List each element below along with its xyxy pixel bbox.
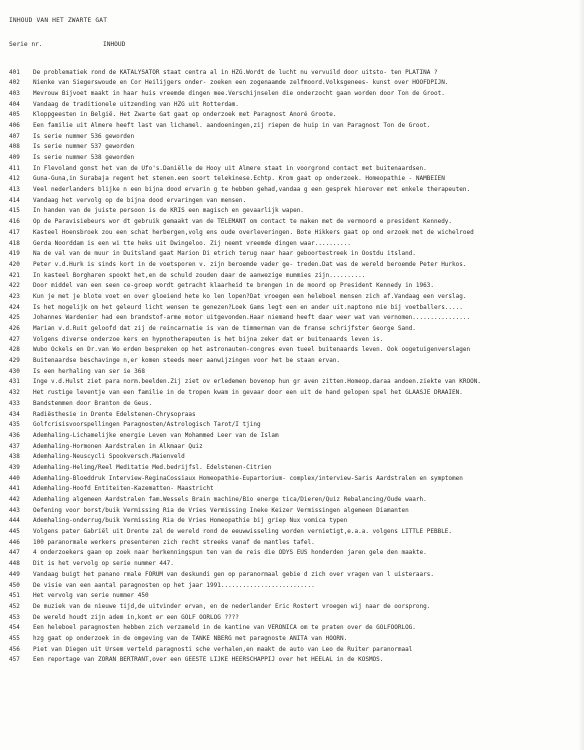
serie-number: 449 xyxy=(9,570,20,578)
entry-description: Vandaag buigt het panano rmale FORUM van deskundi gen op paranormaal gebie d zich over vragen van l uisteraars. xyxy=(33,570,434,578)
list-item xyxy=(0,377,584,388)
entry-description: In kasteel Borgharen spookt het,en de schuld zouden daar de aanwezige mummies zijn.......... xyxy=(33,271,366,279)
serie-number: 424 xyxy=(9,303,20,311)
list-item xyxy=(0,516,584,527)
list-item xyxy=(0,367,584,378)
entry-description: Ademhaling-onderrug/buik Vermissing Ria de Vries Homeopathie bij griep Nux vomica typen xyxy=(33,517,348,525)
serie-number: 416 xyxy=(9,218,20,226)
serie-number: 427 xyxy=(9,335,20,343)
serie-number: 441 xyxy=(9,485,20,493)
entry-description: Een familie uit Almere heeft last van lichamel. aandoeningen,zij riepen de huip in van Paragnost Ton de Groot. xyxy=(33,121,431,129)
list-item xyxy=(0,239,584,250)
entry-list xyxy=(0,68,584,667)
list-item xyxy=(0,217,584,228)
entry-description: Gerda Noorddam is een wi tte heks uit Dwingeloo. Zij neemt vreemde dingen waar.......... xyxy=(33,239,351,247)
column-header-serie: Serie nr. xyxy=(9,41,43,48)
serie-number: 445 xyxy=(9,528,20,536)
column-header-inhoud: INHOUD xyxy=(103,41,126,48)
list-item xyxy=(0,260,584,271)
entry-description: Buitenaardse beschavinge n,er komen steeds meer aanwijzingen voor het be staan ervan. xyxy=(33,357,341,365)
entry-description: Dit is het vervolg op serie nummer 447. xyxy=(33,560,174,568)
list-item xyxy=(0,559,584,570)
serie-number: 422 xyxy=(9,282,20,290)
entry-description: Kloppgeesten in België. Het Zwarte Gat gaat op onderzoek met Paragnost Anoré Groote. xyxy=(33,111,337,119)
scan-edge-shadow xyxy=(578,0,584,750)
serie-number: 428 xyxy=(9,346,20,354)
serie-number: 439 xyxy=(9,463,20,471)
list-item xyxy=(0,602,584,613)
entry-description: In Flevoland gonst het van de Ufo's.Daniëlle de Hooy uit Almere staat in voorgrond contact met buitenaardsen. xyxy=(33,164,427,172)
serie-number: 405 xyxy=(9,111,20,119)
entry-description: Na de val van de muur in Duitsland gaat Marion Di etrich terug naar haar geboortestreek in Oostdu itsland. xyxy=(33,250,416,258)
serie-number: 404 xyxy=(9,100,20,108)
list-item xyxy=(0,335,584,346)
list-item xyxy=(0,345,584,356)
entry-description: De problematiek rond de KATALYSATOR staat centra al in HZG.Wordt de lucht nu vervuild door uitsto- ten PLATINA ? xyxy=(33,68,438,76)
serie-number: 430 xyxy=(9,367,20,375)
list-item xyxy=(0,410,584,421)
serie-number: 407 xyxy=(9,132,20,140)
serie-number: 406 xyxy=(9,121,20,129)
list-item xyxy=(0,463,584,474)
serie-number: 423 xyxy=(9,292,20,300)
entry-description: Kun je met je blote voet en over gloeiend hete ko len lopen?Dat vroegen een heleboel mensen zich af.Vandaag een verslag. xyxy=(33,292,467,300)
list-item xyxy=(0,292,584,303)
entry-description: Is een herhaling van ser ie 368 xyxy=(33,367,145,375)
list-item xyxy=(0,613,584,624)
serie-number: 442 xyxy=(9,496,20,503)
serie-number: 420 xyxy=(9,260,20,268)
list-item xyxy=(0,132,584,143)
entry-description: Johannes Wardenier had een brandstof-arme motor uitgevonden.Haar niemand heeft daar weer wat van vernomen................ xyxy=(33,314,471,322)
entry-description: Ademhaling algemeen Aardstralen fam.Wessels Brain machine/Bio energe tica/Dieren/Quiz Rebalancing/Oude waarh. xyxy=(33,496,427,503)
entry-description: Veel nederlanders blijke n een bijna dood ervarin g te hebben gehad,vandaa g een gesprek hierover met enkele therapeuten. xyxy=(33,186,471,194)
list-item xyxy=(0,452,584,463)
serie-number: 415 xyxy=(9,207,20,215)
serie-number: 438 xyxy=(9,453,20,461)
list-item xyxy=(0,645,584,656)
entry-description: 4 onderzoekers gaan op zoek naar herkenningspun ten van de reis die ODYS EUS honderden jaren gele den maakte. xyxy=(33,549,427,557)
entry-description: Door middel van een seen ce-groep wordt getracht klaarheid te brengen in de moord op President Kennedy in 1963. xyxy=(33,282,434,290)
list-item xyxy=(0,142,584,153)
serie-number: 418 xyxy=(9,239,20,247)
serie-number: 414 xyxy=(9,196,20,204)
list-item xyxy=(0,324,584,335)
serie-number: 429 xyxy=(9,357,20,365)
serie-number: 452 xyxy=(9,602,20,610)
list-item xyxy=(0,121,584,132)
serie-number: 440 xyxy=(9,474,20,482)
list-item xyxy=(0,271,584,282)
serie-number: 401 xyxy=(9,68,20,76)
serie-number: 444 xyxy=(9,517,20,525)
entry-description: Volgens diverse onderzoe kers en hypnotherapeuten is het bijna zeker dat er buitenaards leven is. xyxy=(33,335,384,343)
list-item xyxy=(0,164,584,175)
list-item xyxy=(0,591,584,602)
entry-description: De visie van een aantal paragnosten op het jaar 1991.......................... xyxy=(33,581,315,589)
list-item xyxy=(0,420,584,431)
entry-description: Op de Paravisiebeurs wor dt gebruik gemaakt van de TELEMANT om contact te maken met de vermoord e president Kennedy. xyxy=(33,218,453,226)
list-item xyxy=(0,303,584,314)
serie-number: 447 xyxy=(9,549,20,557)
serie-number: 431 xyxy=(9,378,20,386)
serie-number: 434 xyxy=(9,410,20,418)
serie-number: 457 xyxy=(9,656,20,664)
list-item xyxy=(0,100,584,111)
list-item xyxy=(0,228,584,239)
entry-description: De muziek van de nieuwe tijd,de uitvinder ervan, en de nederlander Eric Rostert vroegen wij naar de oorsprong. xyxy=(33,602,431,610)
list-item xyxy=(0,634,584,645)
entry-description: Is serie nummer 536 geworden xyxy=(33,132,135,140)
entry-description: Ademhaling-Neuscycli Spookversch.Maienveld xyxy=(33,453,185,461)
entry-description: Ademhaling-Helimg/Reel Meditatie Med.bedrijfsl. Edelstenen-Citrien xyxy=(33,463,272,471)
serie-number: 456 xyxy=(9,645,20,653)
list-item xyxy=(0,153,584,164)
entry-description: Vandaag het vervolg op de bijna dood ervaringen van mensen. xyxy=(33,196,247,204)
entry-description: Nienke van Siegerswoude en Cor Heilijgers onder- zoeken een zogenaamde zelfmoord.Volksgenees- kunst over HOOFDPIJN. xyxy=(33,79,449,87)
serie-number: 454 xyxy=(9,624,20,632)
list-item xyxy=(0,495,584,506)
page-title: INHOUD VAN HET ZWARTE GAT xyxy=(9,17,108,24)
serie-number: 413 xyxy=(9,186,20,194)
serie-number: 443 xyxy=(9,506,20,514)
list-item xyxy=(0,548,584,559)
entry-description: hzg gaat op onderzoek in de omgeving van de TANKE NBERG met paragnoste ANITA van HOORN. xyxy=(33,634,348,642)
entry-description: De wereld houdt zijn adem in,komt er een GOLF OORLOG ???? xyxy=(33,613,239,621)
entry-description: 100 paranormale werkers presenteren zich recht streeks vanaf de mantles tafel. xyxy=(33,538,315,546)
list-item xyxy=(0,196,584,207)
entry-description: Peter v.d.Hurk is sinds kort in de voetsporen v. zijn beroemde vader ge- treden.Dat was de wereld beroemde Peter Hurkos. xyxy=(33,260,467,268)
list-item xyxy=(0,110,584,121)
serie-number: 411 xyxy=(9,164,20,172)
entry-description: In handen van de juiste persoon is de KRIS een magisch en gevaarlijk wapen. xyxy=(33,207,304,215)
entry-description: Wubo Ockels en Dr.van Wo erden bespreken op het astronauten-congres even tueel buitenaards leven. Ook oogetuigenverslagen xyxy=(33,346,471,354)
entry-description: Guna-Guna,in Surabaja regent het stenen.een soort telekinese.Echtp. Krom gaat op onderzoek. Homeopathie - NAMBEIEN xyxy=(33,175,445,183)
entry-description: Oefening voor borst/buik Vermissing Ria de Vries Vermissing Ineke Keizer Vermissingen algemeen Diamanten xyxy=(33,506,409,514)
serie-number: 403 xyxy=(9,89,20,97)
list-item xyxy=(0,356,584,367)
serie-number: 451 xyxy=(9,592,20,600)
entry-description: Het rustige leventje van een familie in de tropen kwam in gevaar door een uit de hand gelopen spel het GLAASJE DRAAIEN. xyxy=(33,389,463,397)
list-item xyxy=(0,185,584,196)
list-item xyxy=(0,313,584,324)
list-item xyxy=(0,174,584,185)
entry-description: Marian v.d.Ruit geloofd dat zij de reincarnatie is van de timmerman van de franse schrijfster George Sand. xyxy=(33,325,416,332)
entry-description: Radiësthesie in Drente Edelstenen-Chrysopraas xyxy=(33,410,196,418)
entry-description: Is het mogelijk om het geleurd licht wensen te genezen?Loek Gams legt een en ander uit.naptono mie bij voetballers..... xyxy=(33,303,463,311)
serie-number: 419 xyxy=(9,250,20,258)
serie-number: 435 xyxy=(9,421,20,429)
entry-description: Bandstemmen door Branton de Geus. xyxy=(33,399,153,407)
entry-description: Het vervolg van serie nummer 450 xyxy=(33,592,149,600)
list-item xyxy=(0,399,584,410)
serie-number: 433 xyxy=(9,399,20,407)
list-item xyxy=(0,538,584,549)
entry-description: Ademhaling-Bloeddruk Interview-ReginaCossiaux Homeopathie-Eupartorium- complex/interview-Saris Aardstralen en symptomen xyxy=(33,474,463,482)
serie-number: 417 xyxy=(9,228,20,236)
list-item xyxy=(0,78,584,89)
list-item xyxy=(0,581,584,592)
list-item xyxy=(0,570,584,581)
entry-description: Vandaag de traditionele uitzending van HZG uit Rotterdam. xyxy=(33,100,239,108)
list-item xyxy=(0,281,584,292)
serie-number: 446 xyxy=(9,538,20,546)
list-item xyxy=(0,388,584,399)
entry-description: Een heleboel paragnosten hebben zich verzameld in de kantine van VERONICA om te praten over de GOLFOORLOG. xyxy=(33,624,416,632)
entry-description: Ademhaling-Hoofd Entiteiten-Kazematten- Maastricht xyxy=(33,485,214,493)
serie-number: 408 xyxy=(9,143,20,151)
list-item xyxy=(0,484,584,495)
serie-number: 450 xyxy=(9,581,20,589)
serie-number: 426 xyxy=(9,325,20,332)
list-item xyxy=(0,89,584,100)
list-item xyxy=(0,68,584,79)
serie-number: 436 xyxy=(9,431,20,439)
serie-number: 425 xyxy=(9,314,20,322)
serie-number: 432 xyxy=(9,389,20,397)
list-item xyxy=(0,431,584,442)
entry-description: Inge v.d.Hulst ziet para norm.beelden.Zij ziet ov erledemen bovenop hun gr aven zitten.Homeop.daraa andoen.ziekte van KROON. xyxy=(33,378,481,386)
list-item xyxy=(0,527,584,538)
list-item xyxy=(0,623,584,634)
entry-description: Een reportage van ZORAN BERTRANT,over een GEESTE LIJKE HEERSCHAPPIJ over het HEELAL in de KOSMOS. xyxy=(33,656,384,664)
entry-description: Golfcrisisvoorspellingen Paragnosten/Astrologisch Tarot/I tjing xyxy=(33,421,261,429)
serie-number: 412 xyxy=(9,175,20,183)
entry-description: Ademhaling-Hormonen Aardstralen in Alkmaar Quiz xyxy=(33,442,203,450)
serie-number: 421 xyxy=(9,271,20,279)
list-item xyxy=(0,506,584,517)
serie-number: 402 xyxy=(9,79,20,87)
serie-number: 453 xyxy=(9,613,20,621)
list-item xyxy=(0,249,584,260)
list-item xyxy=(0,442,584,453)
entry-description: Is serie nummer 537 geworden xyxy=(33,143,135,151)
serie-number: 409 xyxy=(9,154,20,161)
entry-description: Volgens pater Gabriël uit Drente zal de wereld rond de eeuwwisseling worden vernietigt,e.a.a. volgens LITTLE PEBBLE. xyxy=(33,528,453,536)
entry-description: Is serie nummer 538 geworden xyxy=(33,154,135,161)
serie-number: 437 xyxy=(9,442,20,450)
list-item xyxy=(0,474,584,485)
entry-description: Kasteel Hoensbroek zou een schat herbergen,volg ens oude overleveringen. Bote Hikkers gaat op ond erzoek met de wichelroed xyxy=(33,228,474,236)
serie-number: 448 xyxy=(9,560,20,568)
entry-description: Ademhaling-Lichamelijke energie Leven van Mohammed Leer van de Islam xyxy=(33,431,279,439)
serie-number: 455 xyxy=(9,634,20,642)
list-item xyxy=(0,655,584,666)
list-item xyxy=(0,206,584,217)
entry-description: Piet van Diegen uit Ursem verteld paragnosti sche verhalen,en maakt de auto van Leo de Ruiter paranormaal xyxy=(33,645,413,653)
entry-description: Mevrouw Bijvoet maakt in haar huis vreemde dingen mee.Verschijnselen die onderzocht gaan worden door Ton de Groot. xyxy=(33,89,445,97)
